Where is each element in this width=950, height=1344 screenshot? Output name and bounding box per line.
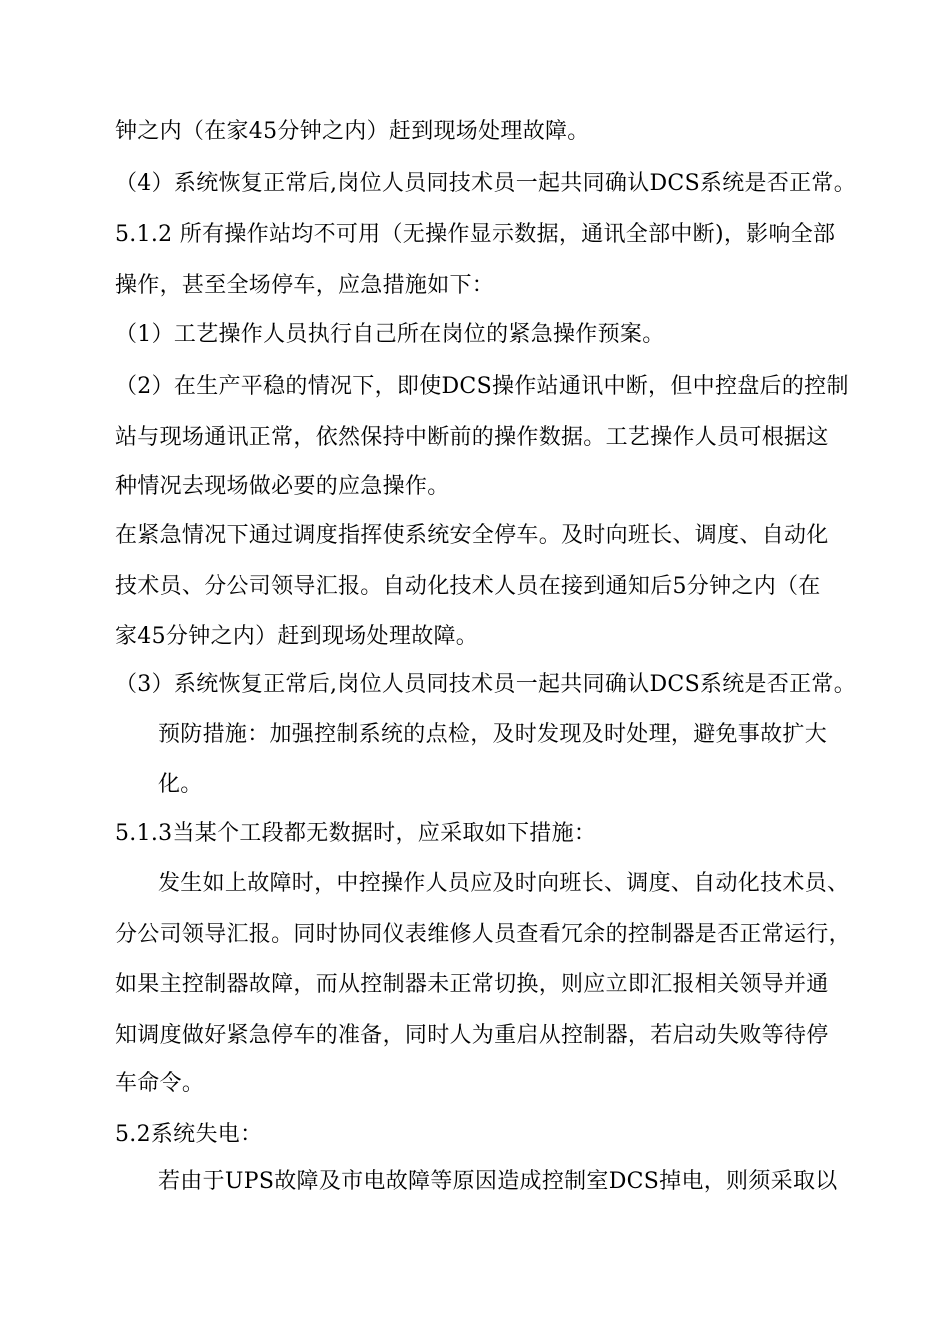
text-line-1: 钟之内（在家45分钟之内）赶到现场处理故障。 (115, 119, 590, 144)
text-line-15: 5.1.3当某个工段都无数据时，应采取如下措施： (115, 821, 597, 846)
text-line-10: 技术员、分公司领导汇报。自动化技术人员在接到通知后5分钟之内（在 (115, 574, 821, 599)
text-line-17: 分公司领导汇报。同时协同仪表维修人员查看冗余的控制器是否正常运行， (115, 922, 851, 947)
text-line-13: 预防措施：加强控制系统的点检，及时发现及时处理，避免事故扩大 (158, 722, 828, 747)
text-line-22: 若由于UPS故障及市电故障等原因造成控制室DCS掉电，则须采取以 (158, 1169, 838, 1194)
text-line-20: 车命令。 (115, 1071, 205, 1096)
text-line-14: 化。 (158, 772, 203, 797)
text-line-6: （2）在生产平稳的情况下，即使DCS操作站通讯中断，但中控盘后的控制 (115, 374, 849, 399)
text-line-7: 站与现场通讯正常，依然保持中断前的操作数据。工艺操作人员可根据这 (115, 425, 829, 450)
text-line-21: 5.2系统失电： (115, 1122, 263, 1147)
text-line-16: 发生如上故障时，中控操作人员应及时向班长、调度、自动化技术员、 (158, 871, 850, 896)
text-line-12: （3）系统恢复正常后,岗位人员同技术员一起共同确认DCS系统是否正常。 (115, 672, 857, 697)
text-line-3: 5.1.2 所有操作站均不可用（无操作显示数据，通讯全部中断)，影响全部 (115, 222, 836, 247)
text-line-5: （1）工艺操作人员执行自己所在岗位的紧急操作预案。 (115, 322, 665, 347)
text-line-11: 家45分钟之内）赶到现场处理故障。 (115, 624, 479, 649)
text-line-2: （4）系统恢复正常后,岗位人员同技术员一起共同确认DCS系统是否正常。 (115, 171, 857, 196)
text-line-19: 知调度做好紧急停车的准备，同时人为重启从控制器，若启动失败等待停 (115, 1023, 829, 1048)
text-line-8: 种情况去现场做必要的应急操作。 (115, 474, 450, 499)
text-line-4: 操作，甚至全场停车，应急措施如下： (115, 273, 495, 298)
text-line-9: 在紧急情况下通过调度指挥使系统安全停车。及时向班长、调度、自动化 (115, 523, 829, 548)
text-line-18: 如果主控制器故障，而从控制器未正常切换，则应立即汇报相关领导并通 (115, 972, 829, 997)
